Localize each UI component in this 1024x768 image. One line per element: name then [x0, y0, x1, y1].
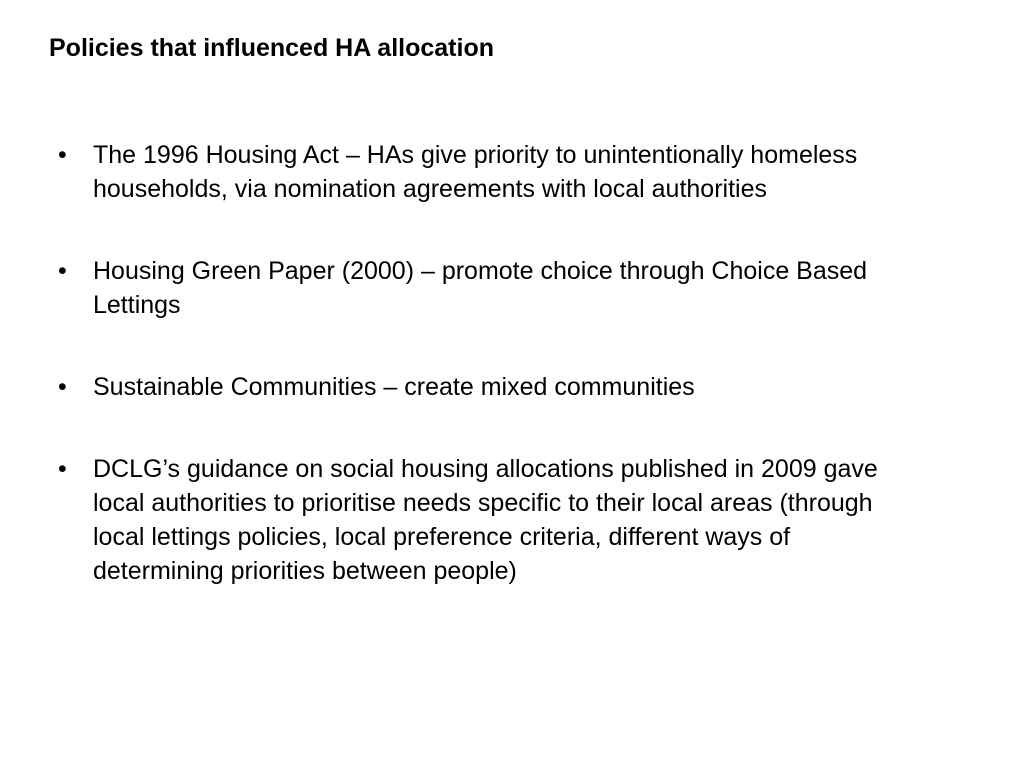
bullet-text: Sustainable Communities – create mixed communities	[93, 373, 695, 401]
bullet-item	[58, 138, 928, 206]
bullet-item	[58, 254, 928, 322]
bullet-text: DCLG’s guidance on social housing allocations published in 2009 gave local authorities to prioritise needs specific to their local areas (through local lettings policies, local preference criteria, different ways of determining priorities between people)	[93, 455, 878, 585]
bullet-icon: •	[58, 373, 67, 401]
bullet-item	[58, 370, 928, 404]
bullet-icon: •	[58, 141, 67, 169]
bullet-icon: •	[58, 455, 67, 483]
bullet-list	[58, 138, 928, 588]
bullet-text: Housing Green Paper (2000) – promote choice through Choice Based Lettings	[93, 257, 868, 319]
bullet-icon: •	[58, 257, 67, 285]
bullet-item	[58, 452, 928, 588]
bullet-text: The 1996 Housing Act – HAs give priority to unintentionally homeless households, via nomination agreements with local authorities	[93, 141, 858, 203]
slide-title: Policies that influenced HA allocation	[49, 34, 494, 62]
